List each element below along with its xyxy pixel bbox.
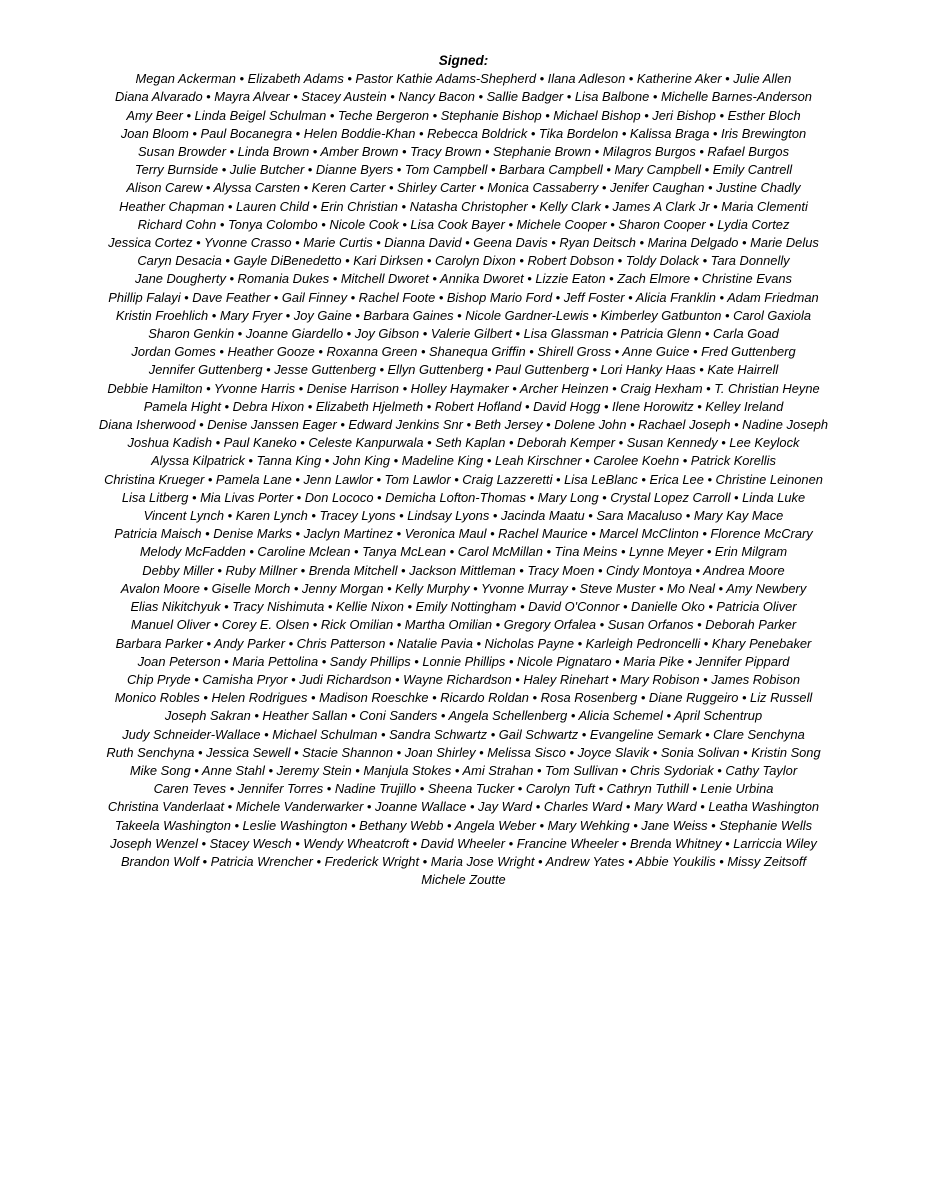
signer-line: Brandon Wolf • Patricia Wrencher • Frederick Wright • Maria Jose Wright • Andrew Yates • Abbie Youkilis • Missy Zeitsoff (120, 853, 807, 869)
signer-line: Alison Carew • Alyssa Carsten • Keren Carter • Shirley Carter • Monica Cassaberry • Jenifer Caughan • Justine Chadly (126, 180, 801, 196)
signer-line: Avalon Moore • Giselle Morch • Jenny Morgan • Kelly Murphy • Yvonne Murray • Steve Muster • Mo Neal • Amy Newbery (120, 580, 807, 596)
signer-line: Debby Miller • Ruby Millner • Brenda Mitchell • Jackson Mittleman • Tracy Moen • Cindy Montoya • Andrea Moore (142, 562, 785, 578)
signer-line: Caren Teves • Jennifer Torres • Nadine Trujillo • Sheena Tucker • Carolyn Tuft • Cathryn Tuthill • Lenie Urbina (153, 781, 774, 797)
signer-line: Terry Burnside • Julie Butcher • Dianne Byers • Tom Campbell • Barbara Campbell • Mary Campbell • Emily Cantrell (134, 162, 793, 178)
signer-line: Jennifer Guttenberg • Jesse Guttenberg • Ellyn Guttenberg • Paul Guttenberg • Lori Hanky Haas • Kate Hairrell (148, 362, 779, 378)
signer-line: Richard Cohn • Tonya Colombo • Nicole Cook • Lisa Cook Bayer • Michele Cooper • Sharon Cooper • Lydia Cortez (137, 216, 790, 232)
signer-line: Monico Robles • Helen Rodrigues • Madison Roeschke • Ricardo Roldan • Rosa Rosenberg • Diane Ruggeiro • Liz Russell (114, 690, 813, 706)
signer-line: Christina Krueger • Pamela Lane • Jenn Lawlor • Tom Lawlor • Craig Lazzeretti • Lisa LeBlanc • Erica Lee • Christine Leinonen (104, 471, 823, 487)
signer-line: Jordan Gomes • Heather Gooze • Roxanna Green • Shanequa Griffin • Shirell Gross • Anne Guice • Fred Guttenberg (131, 344, 796, 360)
signer-line: Diana Alvarado • Mayra Alvear • Stacey Austein • Nancy Bacon • Sallie Badger • Lisa Balbone • Michelle Barnes-Anderson (115, 89, 812, 105)
signer-line: Sharon Genkin • Joanne Giardello • Joy Gibson • Valerie Gilbert • Lisa Glassman • Patricia Glenn • Carla Goad (148, 326, 779, 342)
signer-line: Patricia Maisch • Denise Marks • Jaclyn Martinez • Veronica Maul • Rachel Maurice • Marcel McClinton • Florence McCrary (114, 526, 813, 542)
signer-line: Lisa Litberg • Mia Livas Porter • Don Lococo • Demicha Lofton-Thomas • Mary Long • Crystal Lopez Carroll • Linda Luke (121, 489, 806, 505)
signer-line: Megan Ackerman • Elizabeth Adams • Pastor Kathie Adams-Shepherd • Ilana Adleson • Katherine Aker • Julie Allen (135, 71, 792, 87)
signer-line: Diana Isherwood • Denise Janssen Eager • Edward Jenkins Snr • Beth Jersey • Dolene John • Rachael Joseph • Nadine Joseph (98, 417, 829, 433)
signer-line: Michele Zoutte (421, 872, 506, 888)
signer-line: Vincent Lynch • Karen Lynch • Tracey Lyons • Lindsay Lyons • Jacinda Maatu • Sara Macaluso • Mary Kay Mace (143, 508, 784, 524)
signer-line: Amy Beer • Linda Beigel Schulman • Teche Bergeron • Stephanie Bishop • Michael Bishop • Jeri Bishop • Esther Bloch (126, 107, 801, 123)
signer-line: Manuel Oliver • Corey E. Olsen • Rick Omilian • Martha Omilian • Gregory Orfalea • Susan Orfanos • Deborah Parker (130, 617, 797, 633)
signer-line: Melody McFadden • Caroline Mclean • Tanya McLean • Carol McMillan • Tina Meins • Lynne Meyer • Erin Milgram (139, 544, 788, 560)
signed-heading: Signed: (438, 53, 489, 68)
signer-line: Joshua Kadish • Paul Kaneko • Celeste Kanpurwala • Seth Kaplan • Deborah Kemper • Susan Kennedy • Lee Keylock (127, 435, 800, 451)
signer-line: Mike Song • Anne Stahl • Jeremy Stein • Manjula Stokes • Ami Strahan • Tom Sullivan • Chris Sydoriak • Cathy Taylor (129, 762, 798, 778)
signer-line: Kristin Froehlich • Mary Fryer • Joy Gaine • Barbara Gaines • Nicole Gardner-Lewis • Kimberley Gatbunton • Carol Gaxiola (115, 307, 812, 323)
signer-line: Caryn Desacia • Gayle DiBenedetto • Kari Dirksen • Carolyn Dixon • Robert Dobson • Toldy Dolack • Tara Donnelly (137, 253, 790, 269)
signer-line: Alyssa Kilpatrick • Tanna King • John King • Madeline King • Leah Kirschner • Carolee Koehn • Patrick Korellis (151, 453, 776, 469)
signer-line: Joseph Wenzel • Stacey Wesch • Wendy Wheatcroft • David Wheeler • Francine Wheeler • Brenda Whitney • Larriccia Wiley (110, 835, 817, 851)
signer-line: Joan Bloom • Paul Bocanegra • Helen Boddie-Khan • Rebecca Boldrick • Tika Bordelon • Kalissa Braga • Iris Brewington (120, 125, 807, 141)
signer-line: Takeela Washington • Leslie Washington • Bethany Webb • Angela Weber • Mary Wehking • Jane Weiss • Stephanie Wells (114, 817, 813, 833)
signer-line: Christina Vanderlaat • Michele Vanderwarker • Joanne Wallace • Jay Ward • Charles Ward • Mary Ward • Leatha Washington (107, 799, 820, 815)
signer-line: Susan Browder • Linda Brown • Amber Brown • Tracy Brown • Stephanie Brown • Milagros Burgos • Rafael Burgos (137, 144, 790, 160)
signer-line: Ruth Senchyna • Jessica Sewell • Stacie Shannon • Joan Shirley • Melissa Sisco • Joyce Slavik • Sonia Solivan • Kristin Song (106, 744, 821, 760)
signer-line: Judy Schneider-Wallace • Michael Schulman • Sandra Schwartz • Gail Schwartz • Evangeline Semark • Clare Senchyna (122, 726, 805, 742)
signer-line: Chip Pryde • Camisha Pryor • Judi Richardson • Wayne Richardson • Haley Rinehart • Mary Robison • James Robison (127, 671, 800, 687)
signer-list (0, 70, 927, 889)
signer-line: Jessica Cortez • Yvonne Crasso • Marie Curtis • Dianna David • Geena Davis • Ryan Deitsch • Marina Delgado • Marie Delus (108, 235, 819, 251)
signer-line: Pamela Hight • Debra Hixon • Elizabeth Hjelmeth • Robert Hofland • David Hogg • Ilene Horowitz • Kelley Ireland (143, 398, 784, 414)
signer-line: Elias Nikitchyuk • Tracy Nishimuta • Kellie Nixon • Emily Nottingham • David O'Connor • Danielle Oko • Patricia Oliver (130, 599, 797, 615)
signer-line: Joan Peterson • Maria Pettolina • Sandy Phillips • Lonnie Phillips • Nicole Pignataro • Maria Pike • Jennifer Pippard (137, 653, 790, 669)
signer-line: Phillip Falayi • Dave Feather • Gail Finney • Rachel Foote • Bishop Mario Ford • Jeff Foster • Alicia Franklin • Adam Friedman (108, 289, 819, 305)
signer-line: Barbara Parker • Andy Parker • Chris Patterson • Natalie Pavia • Nicholas Payne • Karleigh Pedroncelli • Khary Penebaker (115, 635, 812, 651)
signer-line: Debbie Hamilton • Yvonne Harris • Denise Harrison • Holley Haymaker • Archer Heinzen • Craig Hexham • T. Christian Heyne (107, 380, 820, 396)
signer-line: Joseph Sakran • Heather Sallan • Coni Sanders • Angela Schellenberg • Alicia Schemel • April Schentrup (164, 708, 763, 724)
signatories-page (0, 52, 927, 889)
signer-line: Jane Dougherty • Romania Dukes • Mitchell Dworet • Annika Dworet • Lizzie Eaton • Zach Elmore • Christine Evans (135, 271, 792, 287)
signer-line: Heather Chapman • Lauren Child • Erin Christian • Natasha Christopher • Kelly Clark • James A Clark Jr • Maria Clementi (119, 198, 808, 214)
